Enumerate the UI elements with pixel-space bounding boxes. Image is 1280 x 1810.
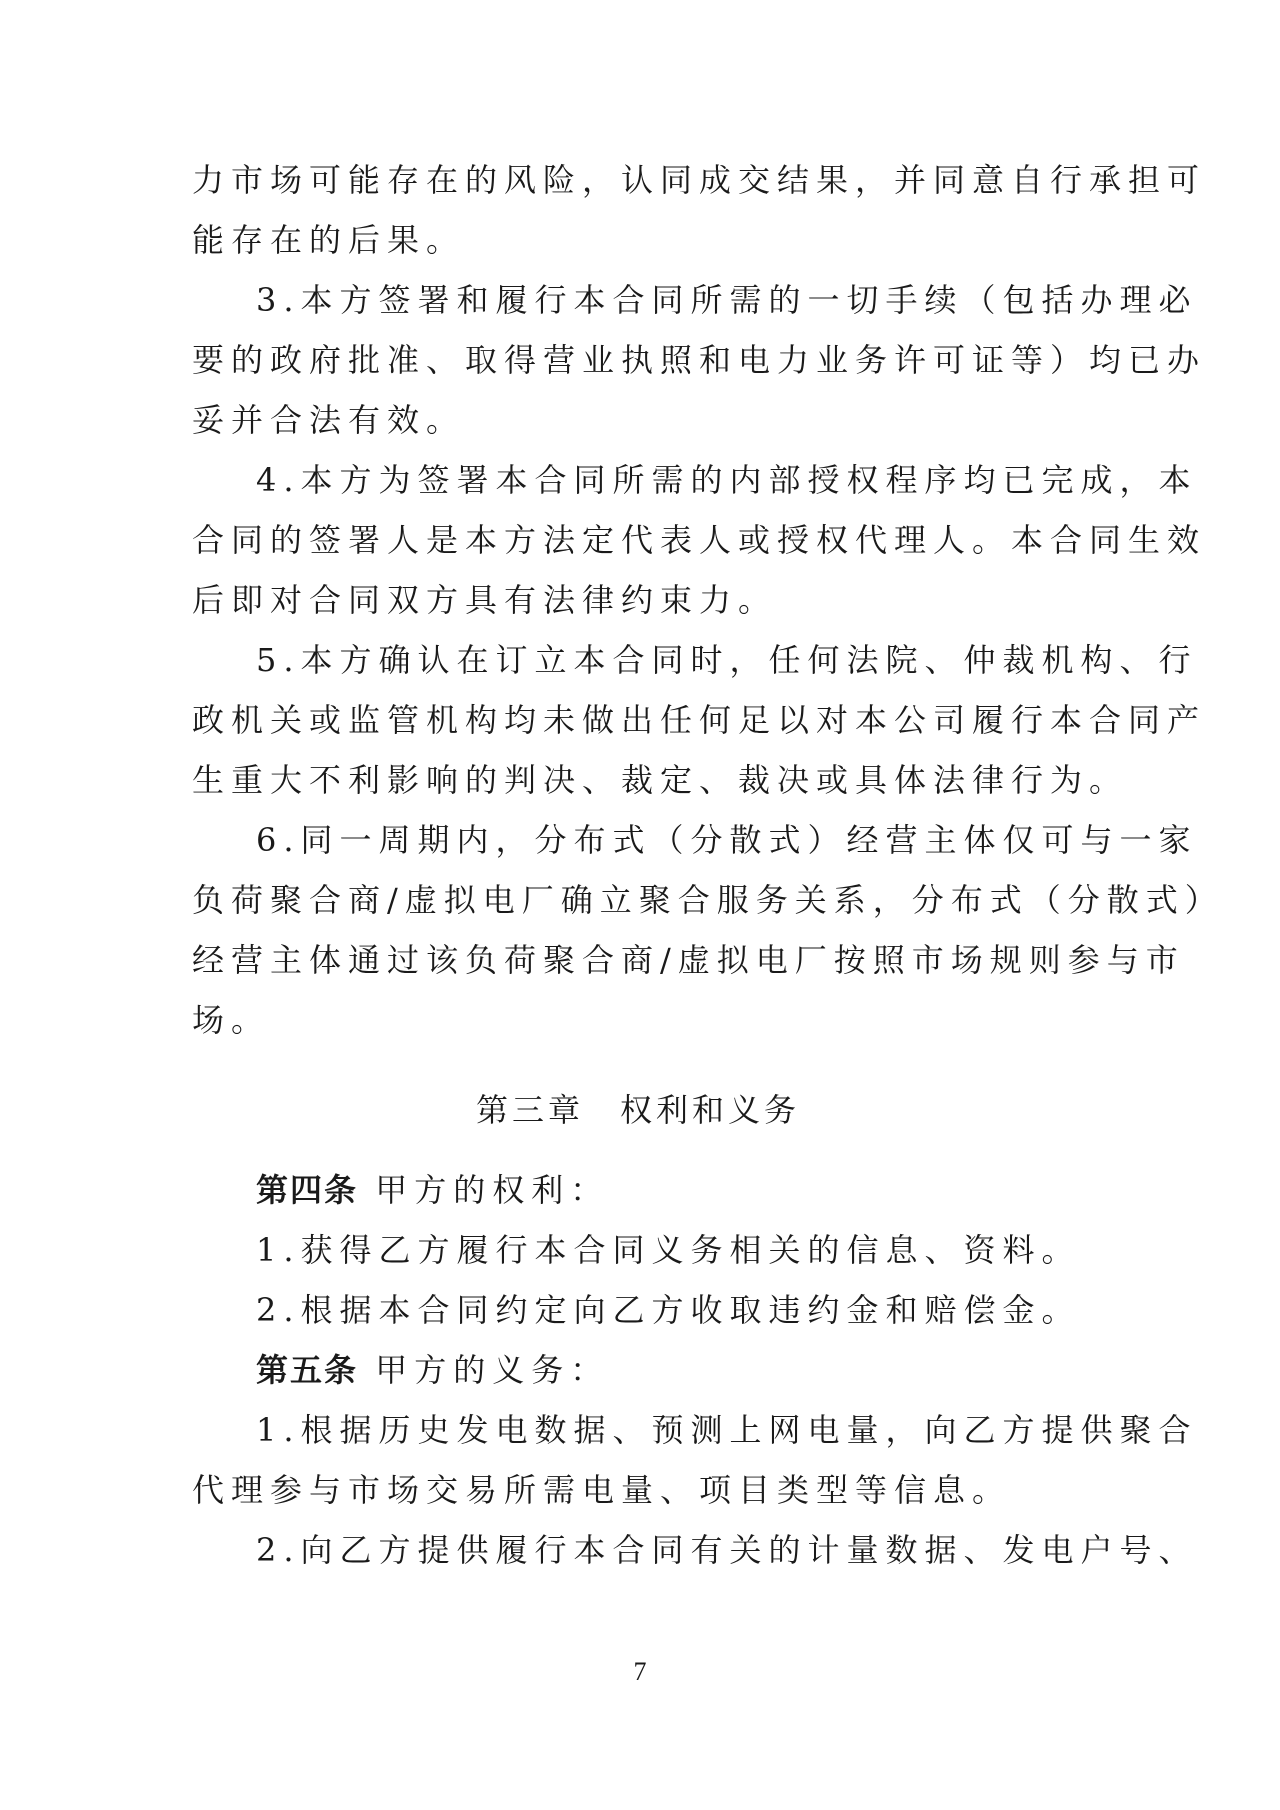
body-line: 政机关或监管机构均未做出任何足以对本公司履行本合同产 — [192, 701, 1207, 739]
article-4-item: 1.获得乙方履行本合同义务相关的信息、资料。 — [256, 1231, 1081, 1269]
body-line: 要的政府批准、取得营业执照和电力业务许可证等）均已办 — [192, 341, 1207, 379]
clause-6-line: 6.同一周期内，分布式（分散式）经营主体仅可与一家 — [256, 821, 1198, 859]
body-line: 合同的签署人是本方法定代表人或授权代理人。本合同生效 — [192, 521, 1207, 559]
body-line: 生重大不利影响的判决、裁定、裁决或具体法律行为。 — [192, 761, 1129, 799]
article-5-line: 2.向乙方提供履行本合同有关的计量数据、发电户号、 — [256, 1531, 1198, 1569]
body-line: 负荷聚合商/虚拟电厂确立聚合服务关系，分布式（分散式） — [192, 881, 1224, 919]
article-4-title: 甲方的权利： — [375, 1171, 610, 1209]
article-5-line: 代理参与市场交易所需电量、项目类型等信息。 — [192, 1471, 1012, 1509]
body-line: 能存在的后果。 — [192, 221, 466, 259]
article-4-heading — [256, 1170, 609, 1210]
body-line: 后即对合同双方具有法律约束力。 — [192, 581, 778, 619]
clause-5-line: 5.本方确认在订立本合同时，任何法院、仲裁机构、行 — [256, 641, 1198, 679]
article-5-label: 第五条 — [256, 1351, 359, 1389]
body-line: 经营主体通过该负荷聚合商/虚拟电厂按照市场规则参与市 — [192, 941, 1185, 979]
page-number: 7 — [633, 1657, 647, 1686]
article-5-heading — [256, 1350, 609, 1390]
body-line: 力市场可能存在的风险，认同成交结果，并同意自行承担可 — [192, 161, 1207, 199]
article-4-label: 第四条 — [256, 1171, 359, 1209]
body-line: 妥并合法有效。 — [192, 401, 466, 439]
body-line: 场。 — [192, 1001, 271, 1039]
clause-3-line: 3.本方签署和履行本合同所需的一切手续（包括办理必 — [256, 281, 1198, 319]
article-5-line: 1.根据历史发电数据、预测上网电量，向乙方提供聚合 — [256, 1411, 1198, 1449]
clause-4-line: 4.本方为签署本合同所需的内部授权程序均已完成，本 — [256, 461, 1198, 499]
chapter-heading: 第三章 权利和义务 — [475, 1091, 800, 1129]
article-4-item: 2.根据本合同约定向乙方收取违约金和赔偿金。 — [256, 1291, 1081, 1329]
article-5-title: 甲方的义务： — [375, 1351, 610, 1389]
